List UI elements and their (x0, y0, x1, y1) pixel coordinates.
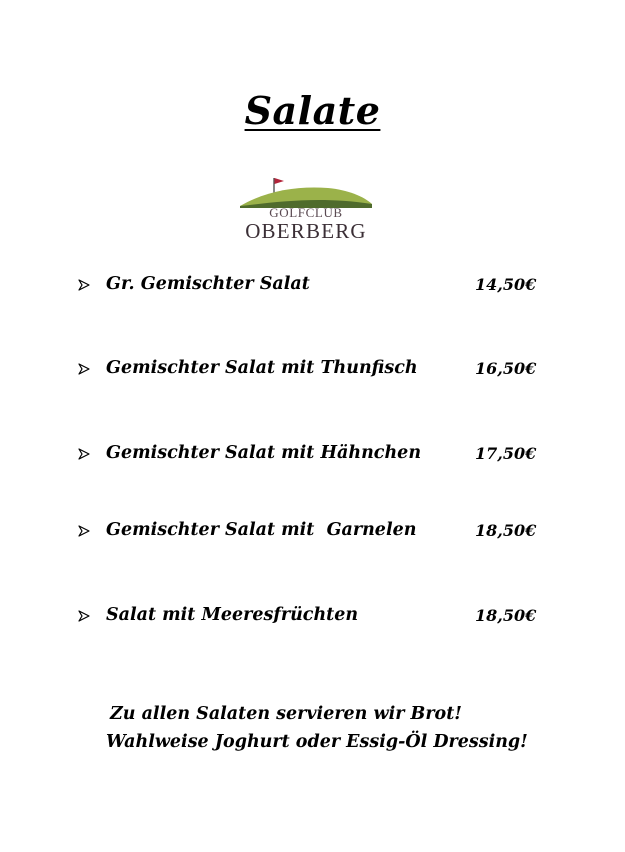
menu-item-price: 18,50€ (475, 521, 537, 540)
arrow-bullet-icon (78, 610, 90, 622)
menu-item-name: Gemischter Salat mit Thunfisch (106, 358, 418, 378)
menu-item (78, 358, 548, 384)
menu-item (78, 605, 548, 631)
menu-item (78, 443, 548, 469)
menu-item-price: 14,50€ (475, 275, 537, 294)
menu-item-price: 18,50€ (475, 606, 537, 625)
menu-item-name: Gemischter Salat mit Hähnchen (106, 443, 422, 463)
footer-note-bread: Zu allen Salaten servieren wir Brot! (110, 704, 462, 724)
golfclub-logo (238, 172, 374, 244)
menu-item-name: Gr. Gemischter Salat (106, 274, 310, 294)
menu-item-name: Salat mit Meeresfrüchten (106, 605, 359, 625)
menu-item-price: 17,50€ (475, 444, 537, 463)
menu-item-price: 16,50€ (475, 359, 537, 378)
logo-text-oberberg: OBERBERG (245, 219, 367, 243)
arrow-bullet-icon (78, 525, 90, 537)
menu-item (78, 274, 548, 300)
arrow-bullet-icon (78, 279, 90, 291)
logo-text-golfclub: GOLFCLUB (269, 205, 343, 220)
arrow-bullet-icon (78, 448, 90, 460)
page-title: Salate (244, 88, 381, 133)
menu-item (78, 520, 548, 546)
menu-item-name: Gemischter Salat mit Garnelen (106, 520, 417, 540)
arrow-bullet-icon (78, 363, 90, 375)
footer-note-dressing: Wahlweise Joghurt oder Essig-Öl Dressing! (106, 732, 528, 752)
